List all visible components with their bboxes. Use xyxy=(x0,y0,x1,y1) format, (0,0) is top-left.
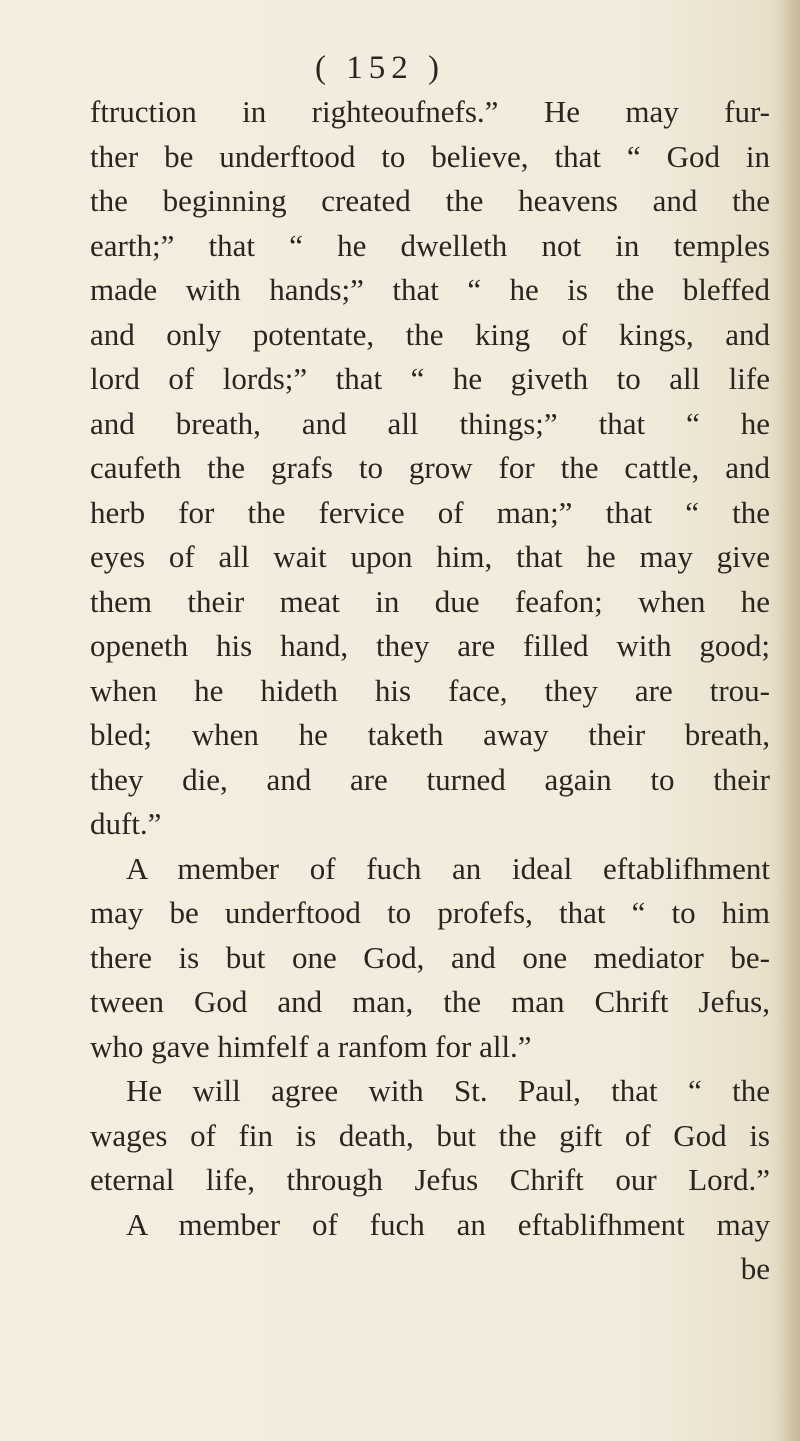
text-line-16: they die, and are turned again to their xyxy=(90,761,770,797)
catchword: be xyxy=(740,1251,770,1286)
text-line-13: openeth his hand, they are filled with good; xyxy=(90,628,770,663)
text-line-10: herb for the fervice of man;” that “ the xyxy=(90,494,770,530)
text-line-25: eternal life, through Jefus Chrift our Lord.” xyxy=(90,1162,770,1197)
text-line-15: bled; when he taketh away their breath, xyxy=(90,717,770,752)
text-line-19: may be underftood to profefs, that “ to him xyxy=(90,895,770,930)
text-line-20: there is but one God, and one mediator be- xyxy=(90,939,770,975)
text-line-2: ther be underftood to believe, that “ God in xyxy=(90,138,770,174)
text-line-24: wages of fin is death, but the gift of God is xyxy=(90,1117,770,1153)
text-line-12: them their meat in due feafon; when he xyxy=(90,583,770,619)
text-line-5: made with hands;” that “ he is the bleffed xyxy=(90,272,770,307)
text-line-23: He will agree with St. Paul, that “ the xyxy=(126,1073,770,1108)
text-line-22: who gave himfelf a ranfom for all.” xyxy=(90,1028,532,1064)
text-line-1: ftruction in righteoufnefs.” He may fur- xyxy=(90,94,770,129)
page-edge-shadow xyxy=(778,0,800,1441)
text-line-26: A member of fuch an eftablifhment may xyxy=(126,1206,770,1242)
text-line-6: and only potentate, the king of kings, and xyxy=(90,316,770,352)
text-line-18: A member of fuch an ideal eftablifhment xyxy=(126,850,770,886)
text-line-8: and breath, and all things;” that “ he xyxy=(90,405,770,441)
body-text xyxy=(90,90,770,1292)
text-line-4: earth;” that “ he dwelleth not in temples xyxy=(90,227,770,263)
text-line-7: lord of lords;” that “ he giveth to all life xyxy=(90,361,770,396)
text-line-14: when he hideth his face, they are trou- xyxy=(90,672,770,708)
text-line-11: eyes of all wait upon him, that he may give xyxy=(90,539,770,574)
page-number: ( 152 ) xyxy=(315,50,445,86)
text-line-17: duft.” xyxy=(90,806,162,841)
text-line-3: the beginning created the heavens and the xyxy=(90,183,770,218)
text-line-9: caufeth the grafs to grow for the cattle, and xyxy=(90,450,770,485)
text-line-21: tween God and man, the man Chrift Jefus, xyxy=(90,984,770,1019)
